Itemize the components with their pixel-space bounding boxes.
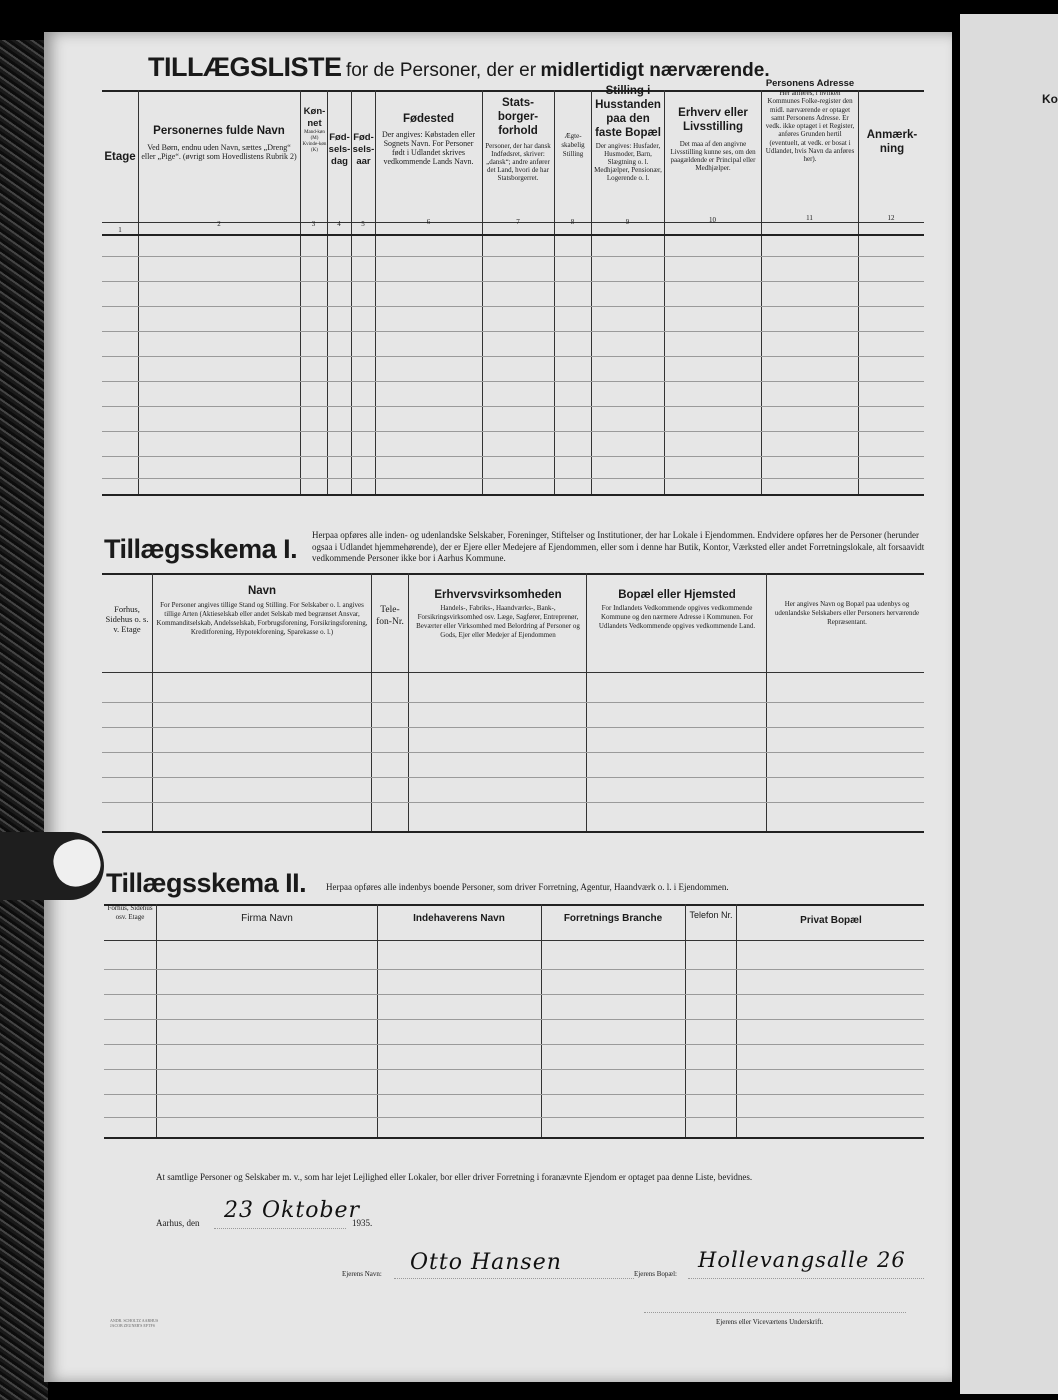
col-erhverv-header: Erhverv eller Livsstilling Det maa af den angivne Livsstilling kunne ses, om den paagældende er Principal eller Medhjælper.: [670, 107, 756, 172]
col-aegteskab-header: Ægte-skabelig Stilling: [561, 132, 585, 158]
col-etage-header: Etage: [104, 151, 136, 163]
col-num: 1: [118, 226, 122, 234]
col-num: 11: [806, 214, 813, 222]
footer-owner-label: Ejerens Navn:: [342, 1270, 382, 1278]
skema2-intro: Herpaa opføres alle indenbys boende Personer, som driver Forretning, Agentur, Haandværk o. l. i Ejendommen.: [326, 882, 729, 892]
col-adresse-header: Personens Adresse Her anføres, i hvilken Kommunes Folke-register den midl. nærværende er optaget samt Personens Adresse. Er vedk. ikke optaget i et Register, anføres Grunden hertil (eventuelt, at vedk. er bosat i Udlandet, hvis Navn da anføres her).: [765, 78, 855, 164]
footer-date-handwritten: 23 Oktober: [224, 1198, 361, 1223]
footer-signature-label: Ejerens eller Viceværtens Underskrift.: [716, 1318, 824, 1326]
col-num: 12: [887, 214, 895, 222]
title-mid: for de Personer, der er: [345, 60, 537, 81]
col-num: 3: [311, 220, 316, 228]
skema2-title: Tillægsskema II.: [106, 868, 307, 898]
col-num: 5: [361, 220, 365, 228]
col-statsborger-header: Stats-borger-forhold Personer, der har dansk Indfødsret, skriver: „dansk“; andre anfører det Land, hvori de har Statsborgerret.: [485, 97, 551, 182]
col-foedested-header: Fødested Der angives: Købstaden eller Sognets Navn. For Personer født i Udlandet skrives vedkommende Lands Navn.: [381, 113, 476, 166]
col-foedselsaar-header: Fød-sels-aar: [352, 132, 375, 167]
col-num: 2: [217, 220, 221, 228]
col-num: 4: [337, 220, 341, 228]
skema1-col-erhverv: Erhvervsvirksomheden Handels-, Fabriks-, Haandværks-, Bank-, Forsikringsvirksomhed osv. Læge, Sagfører, Entreprenør, Beværter eller Virksomhed med Belordring af Personer og Gods, Ejer eller Medejer af Ejendommen: [416, 589, 580, 639]
skema2-col-firma: Firma Navn: [241, 913, 293, 924]
skema2-col-bopael: Privat Bopæl: [800, 915, 862, 926]
form-page: [44, 32, 952, 1382]
footer-address-handwritten: Hollevangsalle 26: [698, 1248, 906, 1272]
skema2-col-telefon: Telefon Nr.: [689, 910, 733, 920]
skema1-col-repraesentant: Her angives Navn og Bopæl paa udenbys og udenlandske Selskabers eller Personers herværende Repræsentant.: [774, 600, 920, 626]
footer-statement: At samtlige Personer og Selskaber m. v., som har lejet Lejlighed eller Lokaler, bor eller driver Forretning i foranævnte Ejendom er optaget paa denne Liste, bevidnes.: [156, 1172, 753, 1182]
printer-imprint: ANDR. SCHOLTZ AARHUS JACOB ZEUNER'S EFTFS: [110, 1318, 159, 1328]
col-num: 7: [516, 218, 520, 226]
col-koen-header: Køn-net Mand-køn (M) Kvinde-køn (K): [302, 106, 327, 153]
tillaegsliste-title: [148, 52, 770, 83]
facing-page: [960, 14, 1058, 1394]
skema1-col-bopael: Bopæl eller Hjemsted For Indlandets Vedkommende opgives vedkommende Kommune og den nærmere Adresse i Kommunen. For Udlandets Vedkommende opgives vedkommende Land.: [598, 589, 756, 630]
skema2-col-branche: Forretnings Branche: [563, 913, 663, 924]
skema2-col-indehaver: Indehaverens Navn: [413, 913, 505, 924]
col-anmaerkning-header: Anmærk-ning: [866, 129, 918, 155]
footer-owner-handwritten: Otto Hansen: [410, 1250, 562, 1275]
col-num: 9: [625, 218, 630, 226]
col-foedselsdag-header: Fød-sels-dag: [328, 132, 351, 167]
col-stilling-header: Stilling i Husstanden paa den faste Bopæl Der angives: Husfader, Husmoder, Barn, Slægtning o. l. Medhjælper, Pensionær, Logerende o. l.: [594, 85, 662, 182]
col-navn-header: Personernes fulde Navn Ved Børn, endnu uden Navn, sættes „Dreng“ eller „Pige“. (øvrigt som Hovedlistens Rubrik 2): [141, 125, 297, 161]
skema1-title: Tillægsskema I.: [104, 534, 298, 564]
title-end: midlertidigt nærværende.: [540, 60, 770, 81]
footer-place: Aarhus, den: [156, 1218, 200, 1228]
facing-page-fragment: Ko: [1042, 92, 1058, 106]
book-binding: [0, 40, 48, 1400]
thumb-holding-page: [0, 832, 104, 900]
skema1-col-etage: Forhus, Sidehus o. s. v. Etage: [105, 604, 149, 634]
col-num: 10: [709, 216, 716, 224]
col-num: 8: [570, 218, 575, 226]
col-num: 6: [426, 218, 431, 226]
footer-year: 1935.: [352, 1218, 373, 1228]
skema1-col-telefon: Tele-fon-Nr.: [376, 605, 404, 627]
skema1-intro: Herpaa opføres alle inden- og udenlandske Selskaber, Foreninger, Stiftelser og Institutioner, der har Lokale i Ejendommen. Endvidere opføres her de Personer (herunder ogsaa i Udlandet hjemmehørende), der er Ejere eller Medejere af Ejendommen, eller som i denne har Butik, Kontor, Værksted eller andet Forretningslokale, alt forsaavidt vedkommende Personer ikke bor i Aarhus Kommune.: [312, 530, 925, 563]
title-bold: TILLÆGSLISTE: [148, 52, 342, 82]
skema2-col-etage: Forhus, Sidehus osv. Etage: [107, 904, 153, 921]
footer-address-label: Ejerens Bopæl:: [634, 1270, 677, 1278]
skema1-col-navn: Navn For Personer angives tillige Stand og Stilling. For Selskaber o. l. angives tillige Arten (Aktieselskab eller andet Selskab med begrænset Ansvar, Kommanditselskab, Andelsselskab, Forbrugsforening, Forsikringsforening, Kreditforening, Hypotekforening, Sparekasse o. l.): [156, 585, 368, 636]
